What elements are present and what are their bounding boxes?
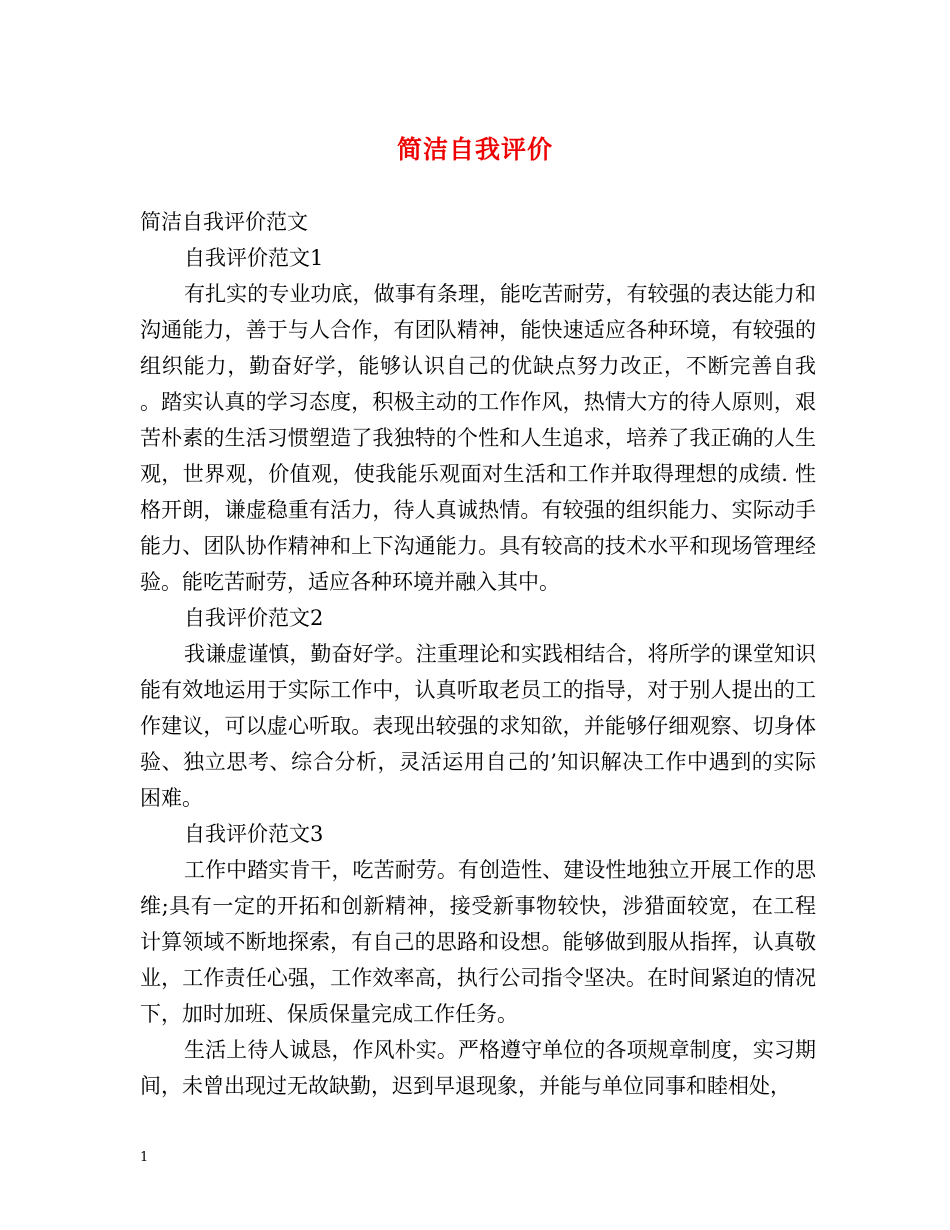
- section-1-paragraph-1: 有扎实的专业功底，做事有条理，能吃苦耐劳，有较强的表达能力和沟通能力，善于与人合作，有团队精神，能快速适应各种环境，有较强的组织能力，勤奋好学，能够认识自己的优缺点努力改正，不断完善自我 。踏实认真的学习态度，积极主动的工作作风，热情大方的待人原则，艰苦朴素的生活习惯塑造了我独特的个性和人生追求，培养了我正确的人生观，世界观，价值观，使我能乐观面对生活和工作并取得理想的成绩. 性格开朗，谦虚稳重有活力，待人真诚热情。有较强的组织能力、实际动手能力、团队协作精神和上下沟通能力。具有较高的技术水平和现场管理经验。能吃苦耐劳，适应各种环境并融入其中。: [140, 282, 816, 594]
- page-number: 1: [140, 1150, 149, 1165]
- document-title: 简洁自我评价: [396, 135, 553, 164]
- section-2-paragraph-1: 我谦虚谨慎，勤奋好学。注重理论和实践相结合，将所学的课堂知识能有效地运用于实际工作中，认真听取老员工的指导，对于别人提出的工作建议，可以虚心听取。表现出较强的求知欲，并能够仔细观察、切身体验、独立思考、综合分析，灵活运用自己的’知识解决工作中遇到的实际困难。: [140, 642, 816, 810]
- section-3-paragraph-2: 生活上待人诚恳，作风朴实。严格遵守单位的各项规章制度，实习期间，未曾出现过无故缺勤，迟到早退现象，并能与单位同事和睦相处，: [140, 1038, 816, 1098]
- document-body: [140, 204, 816, 1104]
- section-1-heading: 自我评价范文1: [184, 246, 324, 270]
- section-3-heading: 自我评价范文3: [184, 822, 324, 846]
- document-heading: 简洁自我评价范文: [140, 210, 308, 234]
- section-2-heading: 自我评价范文2: [184, 606, 324, 630]
- section-3-paragraph-1: 工作中踏实肯干，吃苦耐劳。有创造性、建设性地独立开展工作的思维;具有一定的开拓和创新精神，接受新事物较快，涉猎面较宽，在工程计算领域不断地探索，有自己的思路和设想。能够做到服从指挥，认真敬业，工作责任心强，工作效率高，执行公司指令坚决。在时间紧迫的情况下，加时加班、保质保量完成工作任务。: [140, 858, 816, 1026]
